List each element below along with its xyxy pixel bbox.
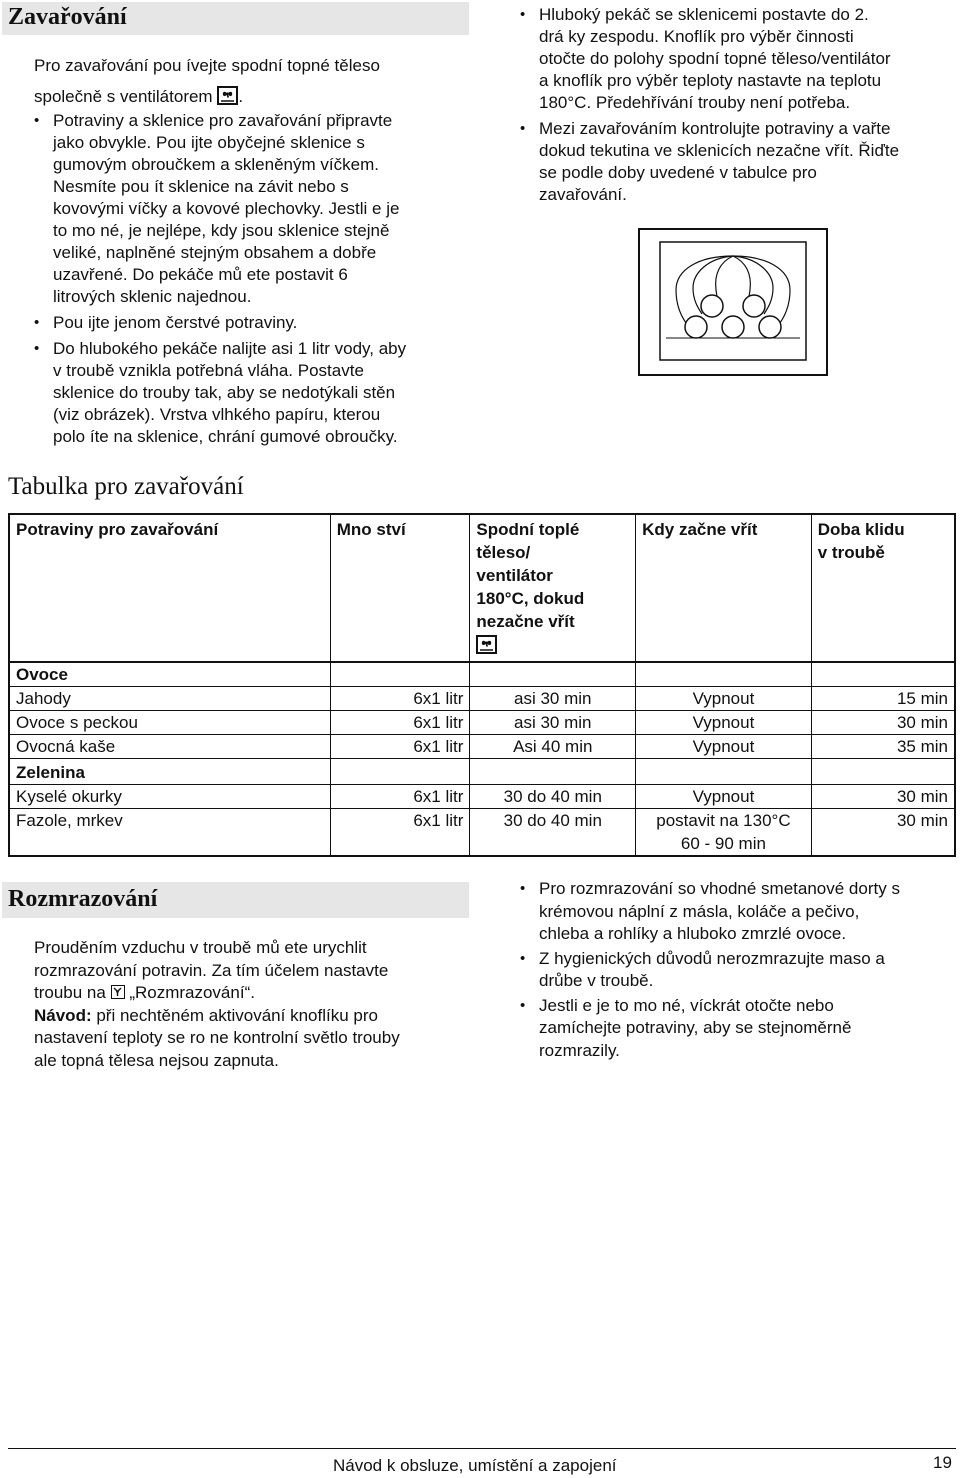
table-group-row [9, 759, 955, 785]
header-heat: Spodní toplé těleso/ ventilátor 180°C, dokud nezačne vřít [470, 514, 636, 662]
list-item: • Do hlubokého pekáče nalijte asi 1 litr vody, aby v troubě vznikla potřebná vláha. Postavte sklenice do trouby tak, aby se nedotýkali stěn (viz obrázek). Vrstva vlhkého papíru, kterou polo íte na sklenice, chrání gumové obroučky. [34, 338, 474, 448]
header-rest: Doba klidu v troubě [811, 514, 955, 662]
table-row: Kyselé okurky 6x1 litr 30 do 40 min Vypnout 30 min [9, 785, 955, 809]
page-number: 19 [933, 1453, 952, 1472]
list-item: • Pro rozmrazování so vhodné smetanové dorty s krémovou náplní z másla, koláče a pečivo, chleba a rohlíky a hluboko zmrzlé ovoce. [520, 878, 960, 946]
table-row: Jahody 6x1 litr asi 30 min Vypnout 15 min [9, 687, 955, 711]
defrost-bullets [520, 878, 960, 1062]
fan-bottom-heat-icon [476, 635, 497, 654]
group-label: Zelenina [9, 759, 330, 785]
header-boil: Kdy začne vřít [636, 514, 812, 662]
list-item: • Mezi zavařováním kontrolujte potraviny a vařte dokud tekutina ve sklenicích nezačne vřít. Řiďte se podle doby uvedené v tabulce pro zavařování. [520, 118, 960, 206]
canning-intro: Pro zavařování pou ívejte spodní topné těleso společně s ventilátorem . [34, 56, 380, 106]
list-item: • Potraviny a sklenice pro zavařování připravte jako obvykle. Pou ijte obyčejné sklenice s gumovým obroučkem a skleněným víčkem. Nesmíte pou ít sklenice na závit nebo s kovovými víčky a kovové plechovky. Jestli e je to mo né, je nejlépe, kdy jsou sklenice stejně veliké, naplněné stejným obsahem a dobře uzavřené. Do pekáče mů ete postavit 6 litrových sklenic najednou. [34, 110, 474, 308]
table-group-row [9, 662, 955, 687]
list-item: • Pou ijte jenom čerstvé potraviny. [34, 312, 474, 334]
canning-right-bullets [520, 4, 960, 206]
header-quantity: Mno ství [330, 514, 470, 662]
canning-heading: Zavařování [2, 2, 469, 35]
canning-table [8, 513, 956, 857]
defrost-text: Prouděním vzduchu v troubě mů ete urychlit rozmrazování potravin. Za tím účelem nastavte troubu na „Rozmrazování“. Návod: při nechtěném aktivování knoflíku pro nastavení teploty se ro ne kontrolní světlo trouby ale topná tělesa nejsou zapnuta. [34, 938, 400, 1070]
table-header-row [9, 514, 955, 662]
oven-jars-diagram [638, 228, 828, 376]
footer-text: Návod k obsluze, umístění a zapojení [333, 1456, 617, 1475]
canning-left-bullets [34, 110, 474, 448]
table-title: Tabulka pro zavařování [8, 473, 244, 500]
list-item: • Hluboký pekáč se sklenicemi postavte do 2. drá ky zespodu. Knoflík pro výběr činnosti otočte do polohy spodní topné těleso/ventilátor a knoflík pro výběr teploty nastavte na teplotu 180°C. Předehřívání trouby není potřeba. [520, 4, 960, 114]
defrost-heading: Rozmrazování [2, 882, 469, 918]
list-item: • Jestli e je to mo né, víckrát otočte nebo zamíchejte potraviny, aby se stejnoměrně rozmrazily. [520, 995, 960, 1063]
fan-bottom-heat-icon [217, 86, 238, 105]
defrost-icon [111, 985, 125, 999]
table-row: Ovocná kaše 6x1 litr Asi 40 min Vypnout 35 min [9, 735, 955, 759]
list-item: • Z hygienických důvodů nerozmrazujte maso a drůbe v troubě. [520, 948, 960, 993]
header-food: Potraviny pro zavařování [16, 520, 219, 539]
table-row: Fazole, mrkev 6x1 litr 30 do 40 min postavit na 130°C 60 - 90 min 30 min [9, 809, 955, 857]
footer-rule [8, 1448, 956, 1449]
group-label: Ovoce [9, 662, 330, 687]
table-row: Ovoce s peckou 6x1 litr asi 30 min Vypnout 30 min [9, 711, 955, 735]
